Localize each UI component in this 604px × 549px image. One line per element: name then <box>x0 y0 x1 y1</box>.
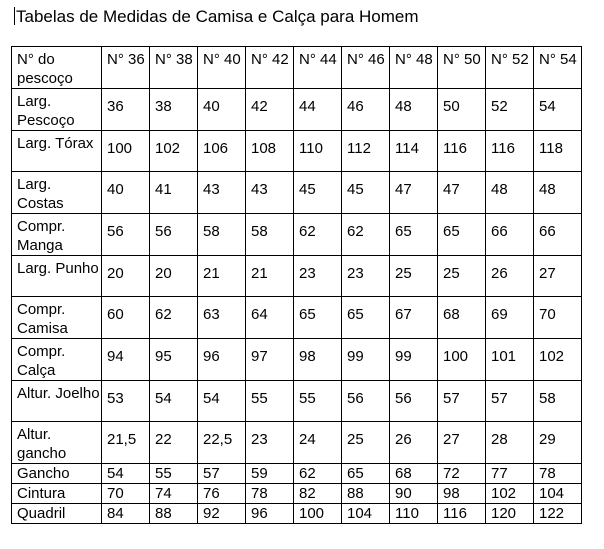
measurement-cell: 116 <box>486 131 534 172</box>
measurement-cell: 99 <box>342 339 390 381</box>
measurement-cell: 100 <box>294 504 342 524</box>
measurement-cell: 65 <box>390 214 438 256</box>
table-row <box>12 381 582 422</box>
table-row <box>12 504 582 524</box>
measurement-cell: 122 <box>534 504 582 524</box>
measurement-cell: 64 <box>246 297 294 339</box>
header-size-cell: N° 48 <box>390 47 438 89</box>
measurement-cell: 74 <box>150 484 198 504</box>
measurement-cell: 26 <box>390 422 438 464</box>
header-size-cell: N° 52 <box>486 47 534 89</box>
measurement-cell: 58 <box>198 214 246 256</box>
measurement-cell: 67 <box>390 297 438 339</box>
measurement-cell: 98 <box>294 339 342 381</box>
header-label-cell: N° do pescoço <box>12 47 102 89</box>
measurement-cell: 101 <box>486 339 534 381</box>
measurement-cell: 48 <box>486 172 534 214</box>
row-label-cell: Larg. Punho <box>12 256 102 297</box>
measurement-cell: 24 <box>294 422 342 464</box>
measurement-cell: 47 <box>390 172 438 214</box>
row-label-cell: Larg. Tórax <box>12 131 102 172</box>
measurement-cell: 20 <box>150 256 198 297</box>
measurement-cell: 96 <box>246 504 294 524</box>
measurement-cell: 100 <box>438 339 486 381</box>
measurement-cell: 59 <box>246 464 294 484</box>
measurement-cell: 54 <box>534 89 582 131</box>
measurement-cell: 55 <box>294 381 342 422</box>
measurement-cell: 98 <box>438 484 486 504</box>
measurement-cell: 48 <box>390 89 438 131</box>
measurement-cell: 62 <box>294 464 342 484</box>
measurement-cell: 47 <box>438 172 486 214</box>
measurement-cell: 77 <box>486 464 534 484</box>
measurement-cell: 62 <box>294 214 342 256</box>
measurement-cell: 56 <box>390 381 438 422</box>
measurement-cell: 70 <box>102 484 150 504</box>
measurement-cell: 22,5 <box>198 422 246 464</box>
row-label-cell: Larg. Pescoço <box>12 89 102 131</box>
measurement-cell: 102 <box>534 339 582 381</box>
measurement-cell: 58 <box>534 381 582 422</box>
measurement-cell: 90 <box>390 484 438 504</box>
measurement-cell: 23 <box>294 256 342 297</box>
measurement-cell: 116 <box>438 131 486 172</box>
measurement-cell: 116 <box>438 504 486 524</box>
row-label-cell: Gancho <box>12 464 102 484</box>
header-size-cell: N° 50 <box>438 47 486 89</box>
measurement-cell: 110 <box>294 131 342 172</box>
document-title[interactable] <box>14 6 419 28</box>
measurement-cell: 88 <box>150 504 198 524</box>
text-cursor <box>14 7 15 25</box>
measurement-cell: 45 <box>294 172 342 214</box>
measurement-cell: 96 <box>198 339 246 381</box>
measurement-cell: 27 <box>534 256 582 297</box>
measurement-cell: 65 <box>294 297 342 339</box>
header-size-cell: N° 44 <box>294 47 342 89</box>
measurement-cell: 63 <box>198 297 246 339</box>
measurement-cell: 40 <box>198 89 246 131</box>
measurement-cell: 25 <box>390 256 438 297</box>
measurement-cell: 65 <box>438 214 486 256</box>
table-row <box>12 464 582 484</box>
measurement-cell: 29 <box>534 422 582 464</box>
measurement-cell: 27 <box>438 422 486 464</box>
measurement-cell: 38 <box>150 89 198 131</box>
measurement-cell: 53 <box>102 381 150 422</box>
measurement-cell: 54 <box>150 381 198 422</box>
measurement-cell: 68 <box>390 464 438 484</box>
measurement-cell: 99 <box>390 339 438 381</box>
measurement-cell: 60 <box>102 297 150 339</box>
table-row <box>12 172 582 214</box>
measurement-cell: 94 <box>102 339 150 381</box>
measurement-cell: 118 <box>534 131 582 172</box>
measurement-cell: 82 <box>294 484 342 504</box>
table-row <box>12 89 582 131</box>
row-label-cell: Altur. gancho <box>12 422 102 464</box>
measurement-cell: 43 <box>198 172 246 214</box>
measurement-cell: 88 <box>342 484 390 504</box>
header-size-cell: N° 40 <box>198 47 246 89</box>
measurement-cell: 56 <box>150 214 198 256</box>
measurement-cell: 100 <box>102 131 150 172</box>
table-row <box>12 484 582 504</box>
measurement-cell: 78 <box>246 484 294 504</box>
measurement-cell: 21,5 <box>102 422 150 464</box>
measurement-cell: 102 <box>486 484 534 504</box>
measurement-cell: 22 <box>150 422 198 464</box>
measurement-cell: 48 <box>534 172 582 214</box>
measurement-cell: 95 <box>150 339 198 381</box>
measurement-cell: 41 <box>150 172 198 214</box>
table-row <box>12 297 582 339</box>
measurement-cell: 25 <box>438 256 486 297</box>
table-header-row <box>12 47 582 89</box>
table-row <box>12 339 582 381</box>
measurement-cell: 54 <box>102 464 150 484</box>
row-label-cell: Cintura <box>12 484 102 504</box>
table-row <box>12 131 582 172</box>
measurement-cell: 69 <box>486 297 534 339</box>
table-row <box>12 256 582 297</box>
measurement-cell: 43 <box>246 172 294 214</box>
measurement-cell: 62 <box>342 214 390 256</box>
measurement-cell: 72 <box>438 464 486 484</box>
measurement-cell: 44 <box>294 89 342 131</box>
measurement-cell: 45 <box>342 172 390 214</box>
measurement-cell: 65 <box>342 464 390 484</box>
measurement-cell: 57 <box>486 381 534 422</box>
row-label-cell: Quadril <box>12 504 102 524</box>
header-size-cell: N° 54 <box>534 47 582 89</box>
measurement-cell: 102 <box>150 131 198 172</box>
measurement-cell: 66 <box>486 214 534 256</box>
measurement-cell: 104 <box>534 484 582 504</box>
measurement-cell: 52 <box>486 89 534 131</box>
measurement-cell: 40 <box>102 172 150 214</box>
measurement-cell: 42 <box>246 89 294 131</box>
measurement-cell: 108 <box>246 131 294 172</box>
measurement-cell: 58 <box>246 214 294 256</box>
measurement-cell: 26 <box>486 256 534 297</box>
measurement-cell: 112 <box>342 131 390 172</box>
measurement-cell: 78 <box>534 464 582 484</box>
measurement-cell: 120 <box>486 504 534 524</box>
measurement-cell: 50 <box>438 89 486 131</box>
measurement-cell: 55 <box>246 381 294 422</box>
measurement-cell: 114 <box>390 131 438 172</box>
measurement-cell: 46 <box>342 89 390 131</box>
measurement-cell: 55 <box>150 464 198 484</box>
measurement-cell: 57 <box>198 464 246 484</box>
table-row <box>12 422 582 464</box>
header-size-cell: N° 42 <box>246 47 294 89</box>
measurement-cell: 97 <box>246 339 294 381</box>
measurement-cell: 104 <box>342 504 390 524</box>
document-title-text: Tabelas de Medidas de Camisa e Calça para Homem <box>16 7 419 26</box>
measurement-cell: 25 <box>342 422 390 464</box>
measurement-cell: 65 <box>342 297 390 339</box>
measurement-cell: 68 <box>438 297 486 339</box>
measurement-cell: 110 <box>390 504 438 524</box>
measurement-cell: 23 <box>246 422 294 464</box>
header-size-cell: N° 36 <box>102 47 150 89</box>
measurement-cell: 84 <box>102 504 150 524</box>
measurement-cell: 28 <box>486 422 534 464</box>
measurement-cell: 36 <box>102 89 150 131</box>
measurement-cell: 56 <box>342 381 390 422</box>
measurement-cell: 21 <box>198 256 246 297</box>
row-label-cell: Compr. Camisa <box>12 297 102 339</box>
measurement-cell: 23 <box>342 256 390 297</box>
header-size-cell: N° 38 <box>150 47 198 89</box>
row-label-cell: Altur. Joelho <box>12 381 102 422</box>
measurement-cell: 57 <box>438 381 486 422</box>
measurement-cell: 56 <box>102 214 150 256</box>
measurement-cell: 54 <box>198 381 246 422</box>
measurement-cell: 106 <box>198 131 246 172</box>
row-label-cell: Compr. Calça <box>12 339 102 381</box>
header-size-cell: N° 46 <box>342 47 390 89</box>
table-row <box>12 214 582 256</box>
measurement-cell: 92 <box>198 504 246 524</box>
measurement-cell: 76 <box>198 484 246 504</box>
measurement-cell: 70 <box>534 297 582 339</box>
row-label-cell: Compr. Manga <box>12 214 102 256</box>
measurement-cell: 21 <box>246 256 294 297</box>
measurement-cell: 66 <box>534 214 582 256</box>
row-label-cell: Larg. Costas <box>12 172 102 214</box>
measurement-cell: 20 <box>102 256 150 297</box>
measurements-table <box>11 46 582 524</box>
measurement-cell: 62 <box>150 297 198 339</box>
